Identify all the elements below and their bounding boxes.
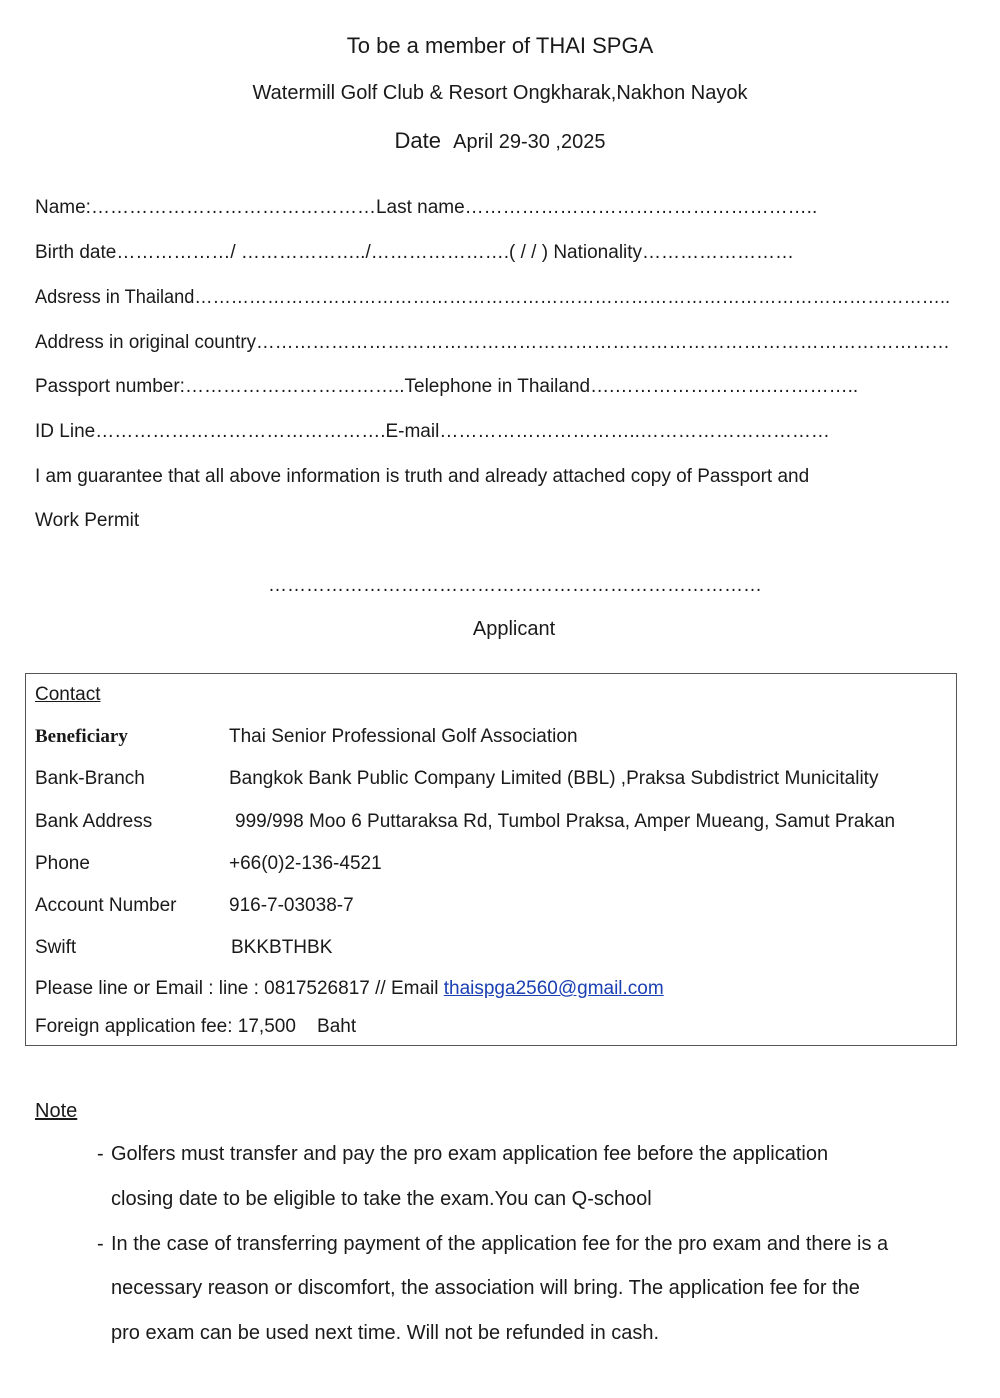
venue-line: Watermill Golf Club & Resort Ongkharak,Nakhon Nayok	[252, 82, 748, 104]
note-item1-line1: Golfers must transfer and pay the pro exam application fee before the application	[111, 1143, 829, 1165]
bank-branch-label: Bank-Branch	[35, 768, 145, 789]
address-thailand-row[interactable]: Adsress in Thailand……………………………………………………………………………………………………………..	[35, 287, 951, 308]
passport-telephone-row[interactable]: Passport number:……………………………..Telephone in Thailand….…………………….…………..	[35, 376, 859, 397]
account-number-value: 916-7-03038-7	[229, 895, 354, 916]
account-number-label: Account Number	[35, 895, 177, 916]
bank-address-value: 999/998 Moo 6 Puttaraksa Rd, Tumbol Praksa, Amper Mueang, Samut Prakan	[235, 811, 896, 832]
guarantee-text-line2: Work Permit	[35, 510, 140, 531]
birth-nationality-row[interactable]: Birth date………………/ ………………../………………….( / / ) Nationality……………………	[35, 242, 795, 263]
contact-heading: Contact	[35, 684, 101, 705]
applicant-label: Applicant	[472, 618, 556, 640]
line-email-row[interactable]: ID Line……………………………………….E-mail…………………………..…………………………	[35, 421, 830, 442]
swift-label: Swift	[35, 937, 77, 958]
note-item2-line1: In the case of transferring payment of the application fee for the pro exam and there is a	[111, 1233, 889, 1255]
line-email-contact	[35, 978, 664, 1000]
date-label: Date	[394, 128, 442, 153]
note-item1-line2: closing date to be eligible to take the exam.You can Q-school	[111, 1188, 652, 1210]
note-item2-line3: pro exam can be used next time. Will not be refunded in cash.	[111, 1322, 660, 1344]
beneficiary-value: Thai Senior Professional Golf Association	[229, 726, 578, 747]
guarantee-text-line1: I am guarantee that all above information is truth and already attached copy of Passport and	[35, 466, 810, 487]
application-fee: Foreign application fee: 17,500 Baht	[35, 1016, 357, 1037]
note-dash-2: -	[97, 1233, 104, 1255]
address-origin-row[interactable]: Address in original country…………………………………………………………………………………………………	[35, 332, 950, 353]
signature-line[interactable]: ……………………………………………………………………	[268, 575, 762, 596]
note-item2-line2: necessary reason or discomfort, the association will bring. The application fee for the	[111, 1277, 860, 1299]
bank-address-label: Bank Address	[35, 811, 153, 832]
line-email-text: Please line or Email : line : 0817526817 // Email	[35, 978, 444, 999]
email-link[interactable]: thaispga2560@gmail.com	[443, 978, 664, 999]
note-dash-1: -	[97, 1143, 104, 1165]
contact-box	[25, 673, 957, 1046]
phone-label: Phone	[35, 853, 90, 874]
form-title: To be a member of THAI SPGA	[346, 33, 654, 58]
note-heading: Note	[35, 1100, 78, 1122]
date-value: April 29-30 ,2025	[453, 131, 606, 153]
swift-value: BKKBTHBK	[231, 937, 333, 958]
date-line	[0, 128, 1000, 154]
beneficiary-label: Beneficiary	[35, 726, 128, 747]
phone-value: +66(0)2-136-4521	[229, 853, 382, 874]
bank-branch-value: Bangkok Bank Public Company Limited (BBL) ,Praksa Subdistrict Municitality	[229, 768, 879, 789]
name-row[interactable]: Name:………………………………………Last name………………………………………………..	[35, 197, 818, 218]
